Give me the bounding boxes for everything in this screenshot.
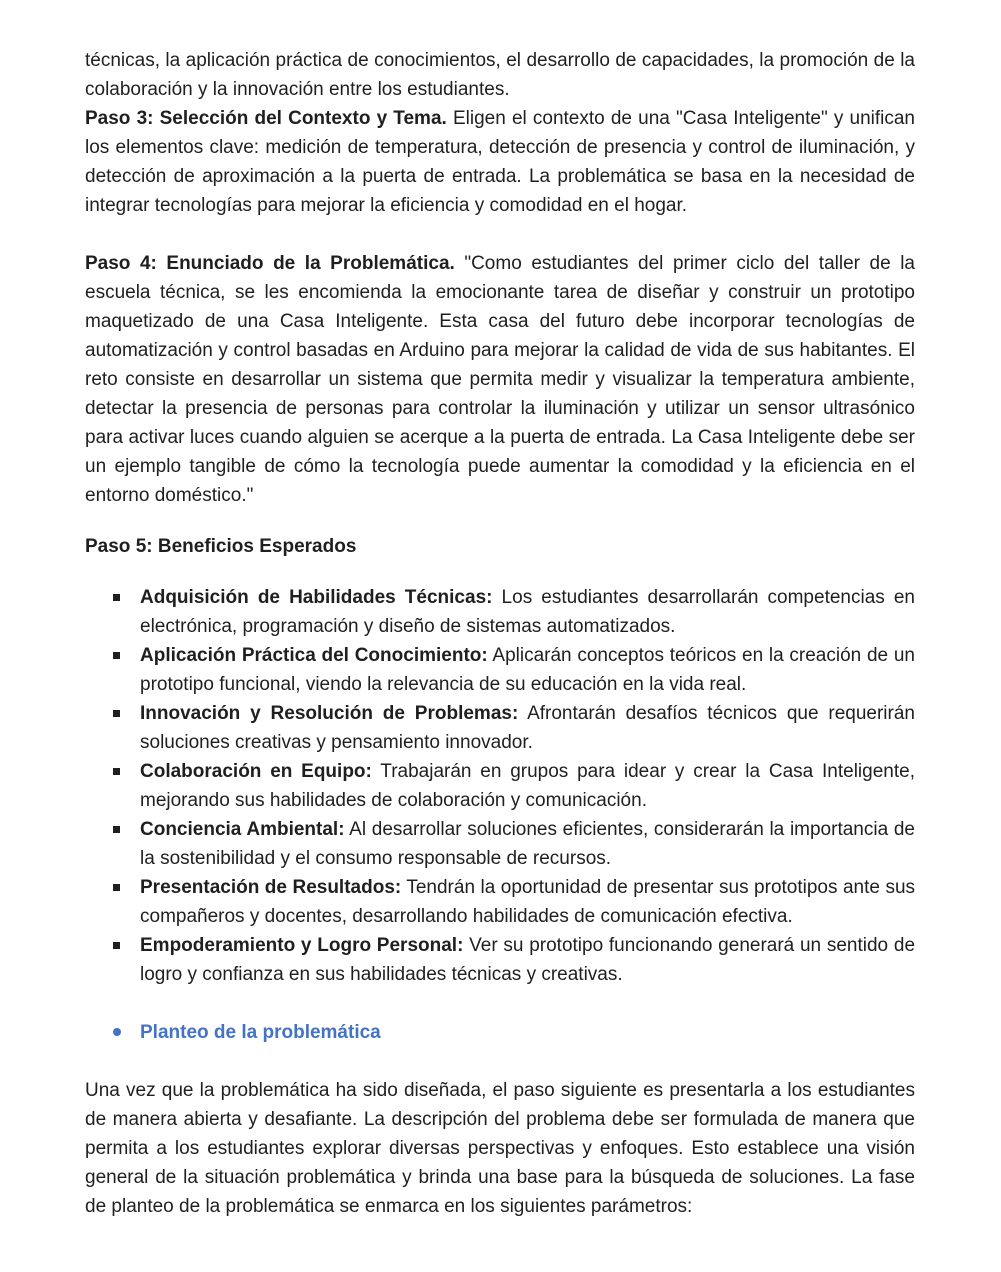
- benefit-title: Colaboración en Equipo:: [140, 761, 372, 782]
- benefit-title: Empoderamiento y Logro Personal:: [140, 935, 464, 956]
- paso3-body-text: Eligen el contexto de una "Casa Inteligente" y unifican los elementos clave: medición de temperatura, detección de presencia y control de iluminación, y detección de aproximación a la puerta de entrada. La problemática se basa en la necesidad de integrar tecnologías para mejorar la eficiencia y comodidad en el hogar.: [85, 108, 915, 216]
- square-bullet-icon: [113, 710, 120, 717]
- round-bullet-icon: [113, 1028, 121, 1036]
- benefit-title: Innovación y Resolución de Problemas:: [140, 703, 519, 724]
- square-bullet-icon: [113, 884, 120, 891]
- spacer: [85, 220, 915, 249]
- benefit-text: Tendrán la oportunidad de presentar sus prototipos ante sus compañeros y docentes, desarrollando habilidades de comunicación efectiva.: [140, 877, 916, 927]
- benefit-text: Aplicarán conceptos teóricos en la creación de un prototipo funcional, viendo la relevancia de su educación en la vida real.: [140, 645, 915, 695]
- benefit-text: Afrontarán desafíos técnicos que requerirán soluciones creativas y pensamiento innovador.: [140, 703, 915, 753]
- benefits-list: [85, 583, 915, 989]
- list-item: [85, 757, 915, 815]
- square-bullet-icon: [113, 652, 120, 659]
- benefit-text: Al desarrollar soluciones eficientes, considerarán la importancia de la sostenibilidad y el consumo responsable de recursos.: [140, 819, 915, 869]
- benefit-title: Aplicación Práctica del Conocimiento:: [140, 645, 488, 666]
- paragraph-paso4: [85, 249, 915, 510]
- paso4-body-text: "Como estudiantes del primer ciclo del taller de la escuela técnica, se les encomienda la emocionante tarea de diseñar y construir un prototipo maquetizado de una Casa Inteligente. Esta casa del futuro debe incorporar tecnologías de automatización y control basadas en Arduino para mejorar la calidad de vida de sus habitantes. El reto consiste en desarrollar un sistema que permita medir y visualizar la temperatura ambiente, detectar la presencia de personas para controlar la iluminación y utilizar un sensor ultrasónico para activar luces cuando alguien se acerque a la puerta de entrada. La Casa Inteligente debe ser un ejemplo tangible de cómo la tecnología puede aumentar la comodidad y la eficiencia en el entorno doméstico.": [85, 253, 915, 506]
- paso5-heading: Paso 5: Beneficios Esperados: [85, 536, 357, 557]
- intro-continuation-text: técnicas, la aplicación práctica de conocimientos, el desarrollo de capacidades, la promoción de la colaboración y la innovación entre los estudiantes.: [85, 50, 915, 100]
- list-item: [85, 641, 915, 699]
- blue-heading-label: Planteo de la problemática: [140, 1022, 381, 1043]
- blue-heading-row: [85, 1018, 915, 1047]
- list-item: [85, 873, 915, 931]
- benefit-title: Adquisición de Habilidades Técnicas:: [140, 587, 493, 608]
- spacer: [85, 989, 915, 1018]
- list-item: [85, 815, 915, 873]
- spacer: [85, 1047, 915, 1076]
- square-bullet-icon: [113, 826, 120, 833]
- list-item: [85, 583, 915, 641]
- square-bullet-icon: [113, 942, 120, 949]
- paso3-lead-bold: Paso 3: Selección del Contexto y Tema.: [85, 108, 447, 129]
- spacer: [85, 561, 915, 583]
- paso4-lead-bold: Paso 4: Enunciado de la Problemática.: [85, 253, 455, 274]
- list-item: [85, 699, 915, 757]
- paragraph-paso3: [85, 104, 915, 220]
- benefit-title: Presentación de Resultados:: [140, 877, 402, 898]
- square-bullet-icon: [113, 768, 120, 775]
- benefit-text: Ver su prototipo funcionando generará un sentido de logro y confianza en sus habilidades técnicas y creativas.: [140, 935, 916, 985]
- paragraph-intro-continuation: [85, 46, 915, 104]
- square-bullet-icon: [113, 594, 120, 601]
- benefit-text: Los estudiantes desarrollarán competencias en electrónica, programación y diseño de sistemas automatizados.: [140, 587, 915, 637]
- list-item: [85, 931, 915, 989]
- benefit-title: Conciencia Ambiental:: [140, 819, 345, 840]
- benefit-text: Trabajarán en grupos para idear y crear la Casa Inteligente, mejorando sus habilidades de colaboración y comunicación.: [140, 761, 915, 811]
- spacer: [85, 510, 915, 532]
- paragraph-closing: [85, 1076, 915, 1221]
- closing-text: Una vez que la problemática ha sido diseñada, el paso siguiente es presentarla a los estudiantes de manera abierta y desafiante. La descripción del problema debe ser formulada de manera que permita a los estudiantes explorar diversas perspectivas y enfoques. Esto establece una visión general de la situación problemática y brinda una base para la búsqueda de soluciones. La fase de planteo de la problemática se enmarca en los siguientes parámetros:: [85, 1080, 915, 1217]
